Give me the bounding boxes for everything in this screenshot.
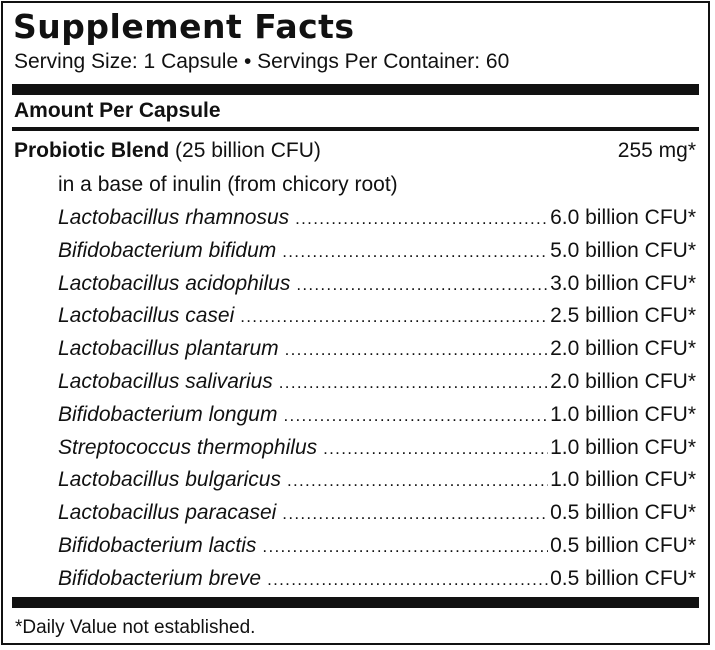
probiotic-blend-row — [14, 137, 696, 165]
strain-row — [58, 368, 696, 400]
strain-amount: 0.5 billion CFU* — [550, 566, 696, 590]
strain-row — [58, 499, 696, 531]
strain-row — [58, 270, 696, 302]
strain-row — [58, 204, 696, 236]
dot-leader — [267, 566, 548, 594]
strain-amount: 1.0 billion CFU* — [550, 468, 696, 492]
blend-base-text: in a base of inulin (from chicory root) — [58, 173, 398, 196]
strain-amount: 1.0 billion CFU* — [550, 435, 696, 459]
strain-amount: 0.5 billion CFU* — [550, 534, 696, 557]
strain-name: Lactobacillus salivarius — [58, 370, 273, 393]
strain-row — [58, 565, 696, 597]
dot-leader — [296, 271, 548, 299]
divider-medium — [12, 127, 699, 131]
dot-leader — [262, 533, 548, 561]
strain-row — [58, 302, 696, 334]
dot-leader — [285, 336, 548, 364]
dot-leader — [240, 303, 548, 331]
dot-leader — [295, 205, 548, 233]
strain-name: Lactobacillus casei — [58, 304, 235, 328]
strain-name: Lactobacillus rhamnosus — [58, 206, 290, 229]
footnote: *Daily Value not established. — [15, 617, 256, 638]
strain-amount: 1.0 billion CFU* — [550, 402, 696, 426]
strain-amount: 6.0 billion CFU* — [550, 206, 696, 229]
blend-name: Probiotic Blend — [14, 139, 170, 162]
dot-leader — [282, 500, 548, 528]
dot-leader — [282, 238, 548, 266]
blend-amount: 255 mg* — [617, 139, 696, 162]
blend-label — [14, 137, 321, 165]
strain-row — [58, 434, 696, 466]
serving-info: Serving Size: 1 Capsule • Servings Per Container: 60 — [14, 50, 510, 73]
dot-leader — [279, 369, 548, 397]
strain-name: Bifidobacterium longum — [58, 402, 278, 426]
panel-title: Supplement Facts — [13, 7, 355, 46]
strain-amount: 2.0 billion CFU* — [550, 370, 696, 393]
strain-row — [58, 532, 696, 564]
dot-leader — [287, 467, 548, 495]
strain-name: Lactobacillus bulgaricus — [58, 468, 281, 492]
dot-leader — [323, 435, 548, 463]
blend-detail: (25 billion CFU) — [169, 139, 321, 162]
strain-name: Bifidobacterium breve — [58, 566, 262, 590]
strain-name: Lactobacillus acidophilus — [58, 271, 291, 295]
divider-thick-bottom — [12, 597, 699, 608]
strain-row — [58, 466, 696, 498]
strain-row — [58, 401, 696, 433]
strain-amount: 2.0 billion CFU* — [550, 337, 696, 361]
strain-name: Bifidobacterium bifidum — [58, 238, 277, 262]
strain-name: Lactobacillus paracasei — [58, 501, 277, 525]
strain-amount: 2.5 billion CFU* — [550, 304, 696, 328]
strain-name: Bifidobacterium lactis — [58, 534, 257, 557]
strain-amount: 5.0 billion CFU* — [550, 238, 696, 262]
strain-row — [58, 335, 696, 367]
strain-name: Streptococcus thermophilus — [58, 435, 318, 459]
strain-amount: 0.5 billion CFU* — [550, 501, 696, 525]
dot-leader — [283, 402, 548, 430]
divider-thick-top — [12, 84, 699, 95]
strain-row — [58, 237, 696, 269]
amount-per-capsule-header: Amount Per Capsule — [14, 99, 221, 122]
strain-name: Lactobacillus plantarum — [58, 337, 279, 361]
strain-amount: 3.0 billion CFU* — [550, 271, 696, 295]
supplement-facts-panel — [1, 1, 710, 645]
